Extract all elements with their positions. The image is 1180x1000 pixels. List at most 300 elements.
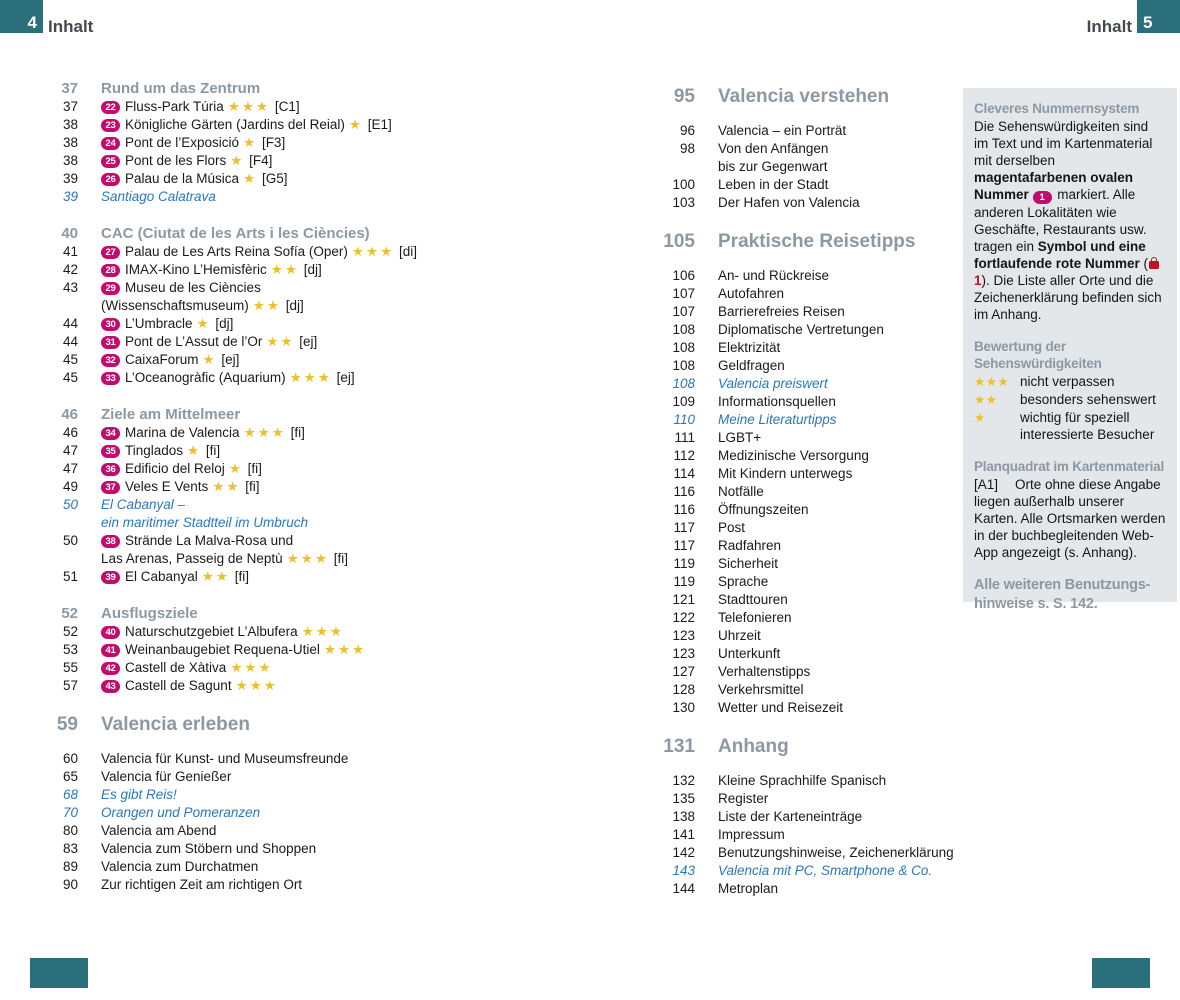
entry-label: Königliche Gärten (Jardins del Reial) <box>125 117 345 132</box>
entry-label: Geldfragen <box>718 358 785 373</box>
sidebar-text-numbering <box>974 118 1166 323</box>
sidebar-text-segment: ). Die Liste aller Orte und die Zeichenerklärung befinden sich im Anhang. <box>974 273 1162 322</box>
entry-label: Valencia zum Stöbern und Shoppen <box>101 841 317 856</box>
entry-content <box>101 659 273 677</box>
toc-entry <box>0 460 618 478</box>
star-rating: ★ <box>228 461 243 476</box>
entry-page-number: 38 <box>62 135 78 150</box>
toc-entry <box>0 768 618 786</box>
entry-page-number: 46 <box>62 425 78 440</box>
star-rating: ★★★ <box>974 375 1010 389</box>
toc-entry <box>0 822 618 840</box>
entry-page-number: 49 <box>62 479 78 494</box>
map-grid-ref: [C1] <box>271 99 300 114</box>
star-rating: ★ <box>243 171 258 186</box>
entry-label: Fluss-Park Túria <box>125 99 224 114</box>
sidebar-footer-line: Alle weiteren Benutzungs- <box>974 577 1151 593</box>
section-page-number: 40 <box>61 225 78 242</box>
entry-page-number: 127 <box>672 664 695 679</box>
entry-page-number: 52 <box>62 624 78 639</box>
entry-label: Leben in der Stadt <box>718 177 829 192</box>
entry-content <box>718 573 768 591</box>
star-rating-legend <box>974 373 1166 443</box>
entry-label: Register <box>718 791 769 806</box>
sight-number-badge: 24 <box>101 137 120 150</box>
sidebar-heading-numbering: Cleveres Nummernsystem <box>974 101 1140 116</box>
red-sequence-number: 1 <box>974 273 982 288</box>
toc-entry <box>0 804 618 822</box>
entry-page-number: 108 <box>672 376 695 391</box>
entry-label: Marina de Valencia <box>125 425 240 440</box>
sight-number-badge: 40 <box>101 626 120 639</box>
sidebar-text-grid <box>974 476 1166 561</box>
entry-content <box>101 768 231 786</box>
entry-page-number: 47 <box>62 461 78 476</box>
entry-content <box>718 285 784 303</box>
toc-entry <box>0 876 618 894</box>
entry-page-number: 119 <box>673 574 695 589</box>
toc-section-heading <box>0 225 618 243</box>
entry-label: CaixaForum <box>125 352 199 367</box>
entry-label: Edificio del Reloj <box>125 461 225 476</box>
star-rating: ★★★ <box>301 624 344 639</box>
entry-page-number: 53 <box>62 642 78 657</box>
entry-content <box>718 880 778 898</box>
toc-section <box>0 225 618 387</box>
map-grid-ref: [F3] <box>258 135 286 150</box>
page-corner-tab-top-right <box>1137 0 1180 33</box>
toc-entry <box>0 98 618 116</box>
entry-label: Stadttouren <box>718 592 788 607</box>
toc-entry <box>0 478 618 496</box>
entry-page-number: 65 <box>62 769 78 784</box>
section-title: Valencia verstehen <box>718 86 890 107</box>
entry-page-number: 130 <box>672 700 695 715</box>
toc-entry <box>0 134 618 152</box>
entry-content <box>101 243 417 261</box>
entry-page-number: 37 <box>62 99 78 114</box>
entry-content <box>718 158 828 176</box>
entry-label: Museu de les Ciències <box>125 280 261 295</box>
toc-entry <box>0 243 618 261</box>
entry-content <box>718 411 837 429</box>
star-rating: ★★ <box>252 298 282 313</box>
toc-section-heading <box>0 80 618 98</box>
entry-page-number: 98 <box>679 141 695 156</box>
entry-label: Informationsquellen <box>718 394 836 409</box>
entry-content <box>718 447 869 465</box>
sight-number-badge: 23 <box>101 119 120 132</box>
map-grid-ref-example: [A1] <box>974 477 999 492</box>
toc-entry <box>617 645 1177 663</box>
toc-entry <box>0 170 618 188</box>
entry-page-number: 132 <box>672 773 695 788</box>
entry-label: Impressum <box>718 827 785 842</box>
entry-label: Unterkunft <box>718 646 781 661</box>
star-rating: ★ <box>974 411 986 425</box>
section-page-number: 105 <box>663 231 695 252</box>
entry-page-number: 111 <box>674 430 695 445</box>
rating-row <box>974 391 1166 409</box>
sight-number-badge: 34 <box>101 427 120 440</box>
map-grid-ref: [E1] <box>363 117 392 132</box>
entry-page-number: 121 <box>672 592 695 607</box>
section-title: Ausflugsziele <box>101 605 198 622</box>
entry-content <box>101 876 302 894</box>
entry-content <box>101 786 177 804</box>
entry-page-number: 38 <box>62 117 78 132</box>
entry-label: Öffnungszeiten <box>718 502 809 517</box>
star-rating: ★ <box>348 117 363 132</box>
entry-label: Der Hafen von Valencia <box>718 195 860 210</box>
entry-page-number: 89 <box>62 859 78 874</box>
toc-entry <box>0 858 618 876</box>
entry-content <box>718 627 761 645</box>
entry-label: Meine Literaturtipps <box>718 412 837 427</box>
sidebar-footer-note <box>974 576 1166 614</box>
entry-page-number: 83 <box>62 841 78 856</box>
toc-entry <box>617 808 1177 826</box>
entry-page-number: 116 <box>673 484 695 499</box>
rating-label: besonders sehenswert <box>1020 392 1156 407</box>
entry-label: Valencia für Genießer <box>101 769 232 784</box>
entry-page-number: 108 <box>672 322 695 337</box>
sidebar-heading-grid: Planquadrat im Kartenmaterial <box>974 459 1165 474</box>
entry-label: bis zur Gegenwart <box>718 159 828 174</box>
entry-content <box>718 555 778 573</box>
header-title-left: Inhalt <box>48 17 94 36</box>
section-page-number: 59 <box>56 714 78 735</box>
entry-content <box>101 188 216 206</box>
entry-page-number: 116 <box>673 502 695 517</box>
entry-label: Palau de la Música <box>125 171 240 186</box>
entry-label: Pont de l’Exposició <box>125 135 240 150</box>
entry-label: Valencia mit PC, Smartphone & Co. <box>718 863 933 878</box>
entry-content <box>718 122 846 140</box>
entry-content <box>718 375 828 393</box>
toc-entry <box>0 677 618 695</box>
entry-label: Autofahren <box>718 286 785 301</box>
section-title: Anhang <box>718 736 789 757</box>
entry-content <box>101 297 304 315</box>
toc-entry <box>617 880 1177 898</box>
entry-label: Es gibt Reis! <box>101 787 177 802</box>
entry-label: Diplomatische Vertretungen <box>718 322 884 337</box>
entry-page-number: 39 <box>62 171 78 186</box>
toc-entry <box>0 116 618 134</box>
toc-entry <box>617 772 1177 790</box>
entry-page-number: 70 <box>62 805 78 820</box>
page-number-right: 5 <box>1143 13 1153 32</box>
map-grid-ref: [ej] <box>295 334 318 349</box>
entry-label: Medizinische Versorgung <box>718 448 869 463</box>
sidebar-text-segment: markiert. Alle anderen Lokalitäten wie Geschäfte, Restaurants usw. tragen ein <box>974 187 1147 254</box>
section-title: CAC (Ciutat de les Arts i les Ciències) <box>101 225 370 242</box>
entry-label: Santiago Calatrava <box>101 189 216 204</box>
section-title: Valencia erleben <box>101 714 250 735</box>
star-rating: ★★★ <box>289 370 332 385</box>
entry-page-number: 100 <box>672 177 695 192</box>
entry-content <box>718 519 745 537</box>
map-grid-ref: [dj] <box>211 316 234 331</box>
toc-entry <box>0 496 618 514</box>
entry-label: Valencia für Kunst- und Museumsfreunde <box>101 751 349 766</box>
toc-entry <box>0 659 618 677</box>
star-rating: ★★ <box>201 569 231 584</box>
entry-content <box>718 176 828 194</box>
entry-content <box>101 315 233 333</box>
map-grid-ref: [fi] <box>243 461 262 476</box>
entry-content <box>718 537 781 555</box>
entry-page-number: 96 <box>679 123 695 138</box>
entry-page-number: 110 <box>673 412 695 427</box>
entry-page-number: 90 <box>62 877 78 892</box>
toc-entry <box>617 790 1177 808</box>
toc-entry <box>617 663 1177 681</box>
entry-content <box>718 591 788 609</box>
entry-label: Notfälle <box>718 484 764 499</box>
entry-label: Verkehrsmittel <box>718 682 804 697</box>
entry-label: Valencia – ein Porträt <box>718 123 847 138</box>
map-grid-ref: [fi] <box>241 479 260 494</box>
toc-entry <box>0 152 618 170</box>
entry-label: Uhrzeit <box>718 628 761 643</box>
entry-label: L’Umbracle <box>125 316 193 331</box>
sight-number-badge: 22 <box>101 101 120 114</box>
entry-page-number: 143 <box>672 863 695 878</box>
entry-page-number: 60 <box>62 751 78 766</box>
rating-row <box>974 373 1166 391</box>
entry-label: Sprache <box>718 574 769 589</box>
entry-content <box>718 699 843 717</box>
entry-page-number: 112 <box>673 448 695 463</box>
section-page-number: 46 <box>61 406 78 423</box>
entry-page-number: 41 <box>62 244 78 259</box>
star-rating: ★ <box>230 153 245 168</box>
sight-number-badge: 26 <box>101 173 120 186</box>
entry-content <box>718 393 836 411</box>
sight-number-badge: 41 <box>101 644 120 657</box>
toc-section <box>0 80 618 206</box>
section-title: Ziele am Mittelmeer <box>101 406 241 423</box>
entry-content <box>718 267 829 285</box>
entry-label: Castell de Sagunt <box>125 678 232 693</box>
toc-section <box>0 406 618 586</box>
toc-section <box>0 605 618 695</box>
entry-content <box>101 261 322 279</box>
entry-content <box>718 681 804 699</box>
sight-number-badge: 38 <box>101 535 120 548</box>
sidebar-text-segment: Orte ohne diese Angabe liegen außerhalb unserer Karten. Alle Ortsmarken werden in der buchbegleitenden Web-App angezeigt (s. Anhang). <box>974 477 1166 560</box>
map-grid-ref: [fi] <box>329 551 348 566</box>
toc-entry <box>0 532 618 550</box>
entry-label: Elektrizität <box>718 340 781 355</box>
sidebar-heading-ratings: Bewertung der Sehenswürdigkeiten <box>974 339 1102 371</box>
star-rating: ★★ <box>270 262 300 277</box>
sight-number-badge: 27 <box>101 246 120 259</box>
entry-page-number: 123 <box>672 646 695 661</box>
entry-label: El Cabanyal – <box>101 497 186 512</box>
entry-label: Telefonieren <box>718 610 792 625</box>
toc-major <box>0 712 618 894</box>
entry-content <box>718 808 862 826</box>
entry-content <box>101 840 316 858</box>
section-title: Rund um das Zentrum <box>101 80 261 97</box>
entry-label: Valencia am Abend <box>101 823 217 838</box>
star-rating: ★★★ <box>323 642 367 657</box>
star-rating: ★★ <box>266 334 295 349</box>
entry-page-number: 44 <box>62 334 78 349</box>
entry-content <box>101 677 278 695</box>
entry-content <box>101 134 285 152</box>
entry-label: Palau de Les Arts Reina Sofía (Oper) <box>125 244 348 259</box>
entry-page-number: 50 <box>62 533 78 548</box>
sight-number-badge: 33 <box>101 372 120 385</box>
sidebar-text-segment: Die Sehenswürdigkeiten sind im Text und im Kartenmaterial mit derselben <box>974 119 1153 168</box>
entry-content <box>101 460 262 478</box>
entry-label: (Wissenschaftsmuseum) <box>101 298 249 313</box>
map-grid-ref: [dj] <box>300 262 322 277</box>
star-rating: ★★★ <box>286 551 329 566</box>
entry-label: IMAX-Kino L’Hemisfèric <box>125 262 267 277</box>
entry-content <box>718 663 810 681</box>
entry-page-number: 138 <box>672 809 695 824</box>
sidebar-footer-line: hinweise s. S. 142. <box>974 596 1098 612</box>
entry-content <box>718 357 785 375</box>
section-title: Praktische Reisetipps <box>718 231 916 252</box>
entry-label: LGBT+ <box>718 430 762 445</box>
map-grid-ref: [fi] <box>231 569 250 584</box>
star-rating: ★ <box>196 316 211 331</box>
toc-entry <box>0 641 618 659</box>
entry-content <box>101 858 258 876</box>
entry-page-number: 107 <box>672 286 695 301</box>
sidebar-text-bold: Symbol und eine fortlaufende rote Nummer <box>974 239 1146 271</box>
entry-page-number: 119 <box>673 556 695 571</box>
star-rating: ★★ <box>974 393 998 407</box>
entry-page-number: 42 <box>62 262 78 277</box>
map-grid-ref: [F4] <box>245 153 273 168</box>
star-rating: ★★★ <box>351 244 395 259</box>
sight-number-badge: 30 <box>101 318 120 331</box>
entry-label: Castell de Xàtiva <box>125 660 227 675</box>
sight-number-badge: 29 <box>101 282 120 295</box>
sight-number-badge: 37 <box>101 481 120 494</box>
info-sidebar <box>963 88 1177 612</box>
entry-content <box>101 550 348 568</box>
entry-content <box>101 442 220 460</box>
sight-number-badge: 36 <box>101 463 120 476</box>
sight-number-badge: 35 <box>101 445 120 458</box>
entry-page-number: 50 <box>62 497 78 512</box>
entry-content <box>718 429 761 447</box>
star-rating: ★★★ <box>230 660 273 675</box>
entry-content <box>101 750 348 768</box>
entry-page-number: 44 <box>62 316 78 331</box>
toc-entry <box>0 333 618 351</box>
entry-content <box>718 772 886 790</box>
sight-number-badge: 31 <box>101 336 120 349</box>
entry-content <box>101 152 272 170</box>
sight-number-badge: 28 <box>101 264 120 277</box>
entry-content <box>101 116 392 134</box>
entry-page-number: 51 <box>62 569 78 584</box>
entry-content <box>718 483 764 501</box>
toc-entry <box>0 442 618 460</box>
section-page-number: 52 <box>61 605 78 622</box>
star-rating: ★ <box>187 443 202 458</box>
entry-page-number: 144 <box>672 881 695 896</box>
toc-section-heading <box>0 605 618 623</box>
page-corner-tab-bottom-left <box>30 958 88 988</box>
toc-entry <box>0 369 618 387</box>
rating-label: nicht verpassen <box>1020 374 1115 389</box>
toc-section-heading <box>0 406 618 424</box>
entry-label: ein maritimer Stadtteil im Umbruch <box>101 515 309 530</box>
toc-major <box>617 734 1177 898</box>
entry-label: Pont de L’Assut de l’Or <box>125 334 263 349</box>
toc-entry-continuation <box>0 297 618 315</box>
entry-page-number: 107 <box>672 304 695 319</box>
rating-label: wichtig für speziell interessierte Besucher <box>1020 410 1155 442</box>
lock-icon <box>1149 261 1159 269</box>
entry-page-number: 108 <box>672 340 695 355</box>
entry-page-number: 117 <box>673 538 695 553</box>
entry-content <box>101 98 300 116</box>
entry-label: Valencia preiswert <box>718 376 828 391</box>
entry-content <box>718 790 768 808</box>
entry-page-number: 141 <box>672 827 695 842</box>
entry-content <box>101 496 185 514</box>
section-page-number: 131 <box>663 736 695 757</box>
entry-label: Von den Anfängen <box>718 141 829 156</box>
entry-content <box>101 514 308 532</box>
entry-page-number: 39 <box>62 189 78 204</box>
entry-page-number: 45 <box>62 352 78 367</box>
entry-page-number: 142 <box>672 845 695 860</box>
sight-number-badge: 43 <box>101 680 120 693</box>
entry-label: L’Oceanogràfic (Aquarium) <box>125 370 286 385</box>
entry-label: Naturschutzgebiet L’Albufera <box>125 624 298 639</box>
toc-entry <box>617 627 1177 645</box>
entry-page-number: 68 <box>62 787 78 802</box>
entry-label: Sicherheit <box>718 556 779 571</box>
entry-content <box>718 303 845 321</box>
entry-label: Weinanbaugebiet Requena-Utiel <box>125 642 320 657</box>
entry-label: Liste der Karteneinträge <box>718 809 863 824</box>
toc-column-left <box>0 80 618 894</box>
entry-content <box>101 369 355 387</box>
entry-label: Post <box>718 520 746 535</box>
sidebar-text-segment: ( <box>1139 256 1149 271</box>
entry-page-number: 45 <box>62 370 78 385</box>
entry-label: Barrierefreies Reisen <box>718 304 845 319</box>
entry-content <box>718 609 792 627</box>
map-grid-ref: [fi] <box>202 443 221 458</box>
sight-number-badge: 39 <box>101 571 120 584</box>
magenta-number-badge: 1 <box>1033 191 1052 204</box>
map-grid-ref: [di] <box>395 244 417 259</box>
toc-entry <box>0 750 618 768</box>
entry-content <box>101 333 317 351</box>
entry-page-number: 47 <box>62 443 78 458</box>
entry-content <box>101 641 366 659</box>
toc-entry <box>0 786 618 804</box>
entry-label: Pont de les Flors <box>125 153 227 168</box>
entry-label: Las Arenas, Passeig de Neptù <box>101 551 283 566</box>
section-page-number: 37 <box>61 80 78 97</box>
entry-page-number: 128 <box>672 682 695 697</box>
